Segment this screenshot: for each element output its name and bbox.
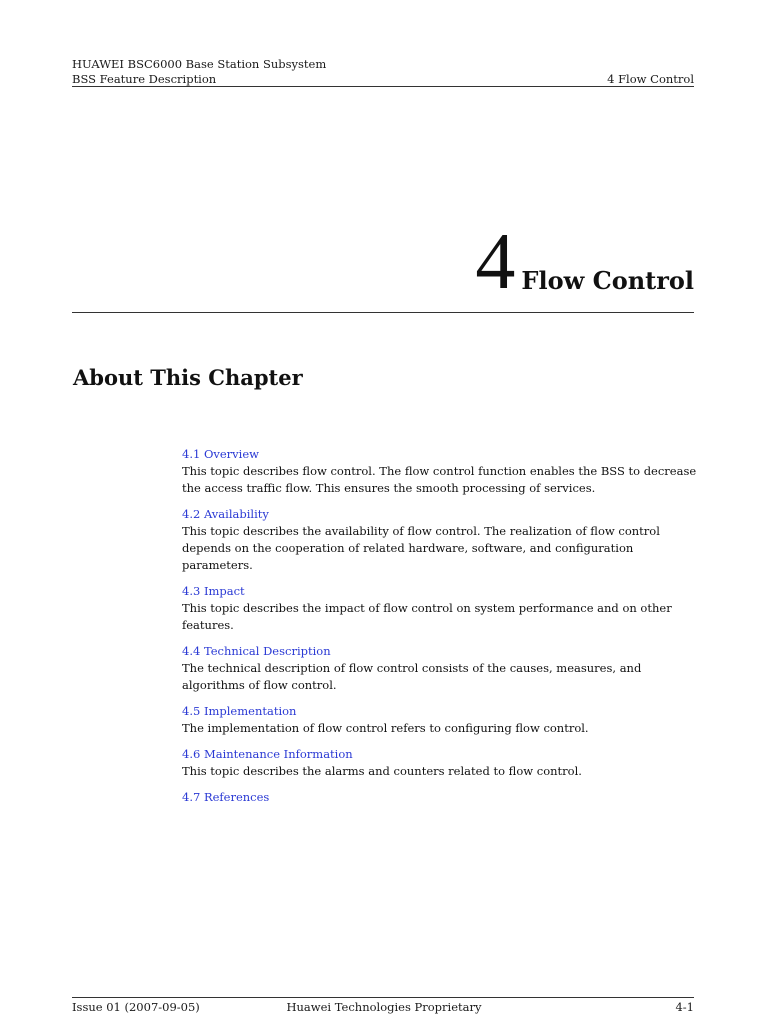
toc-link-availability[interactable]: 4.2 Availability [182,507,269,521]
toc-entry [182,643,702,694]
toc-entry [182,446,702,497]
chapter-divider [72,312,694,313]
chapter-toc [182,446,702,806]
toc-entry [182,746,702,780]
toc-link-maintenance-information[interactable]: 4.6 Maintenance Information [182,747,353,761]
toc-entry [182,789,702,806]
footer-divider [72,997,694,998]
chapter-number: 4 [475,218,516,306]
toc-link-overview[interactable]: 4.1 Overview [182,447,259,461]
toc-entry [182,506,702,574]
toc-link-references[interactable]: 4.7 References [182,790,270,804]
footer-proprietary: Huawei Technologies Proprietary [286,1000,482,1014]
chapter-title: Flow Control [521,266,694,295]
toc-entry [182,583,702,634]
toc-link-implementation[interactable]: 4.5 Implementation [182,704,297,718]
toc-description: This topic describes flow control. The flow control function enables the BSS to decrease the access traffic flow. This ensures the smooth processing of services. [182,464,697,495]
toc-description: The implementation of flow control refers to configuring flow control. [182,721,589,735]
header-divider [72,86,694,87]
toc-entry [182,703,702,737]
toc-link-impact[interactable]: 4.3 Impact [182,584,245,598]
toc-link-technical-description[interactable]: 4.4 Technical Description [182,644,331,658]
toc-description: This topic describes the alarms and counters related to flow control. [182,764,582,778]
toc-description: This topic describes the impact of flow control on system performance and on other features. [182,601,672,632]
toc-description: The technical description of flow control consists of the causes, measures, and algorithms of flow control. [182,661,642,692]
footer-page-number: 4-1 [675,1000,694,1014]
header-chapter-name: 4 Flow Control [607,72,694,86]
toc-description: This topic describes the availability of flow control. The realization of flow control depends on the cooperation of related hardware, software, and configuration parameters. [182,524,660,572]
footer-issue: Issue 01 (2007-09-05) [72,1000,200,1014]
about-heading: About This Chapter [73,365,303,390]
chapter-heading [475,218,694,306]
header-document-title: BSS Feature Description [72,72,217,86]
header-product-name: HUAWEI BSC6000 Base Station Subsystem [72,57,327,71]
